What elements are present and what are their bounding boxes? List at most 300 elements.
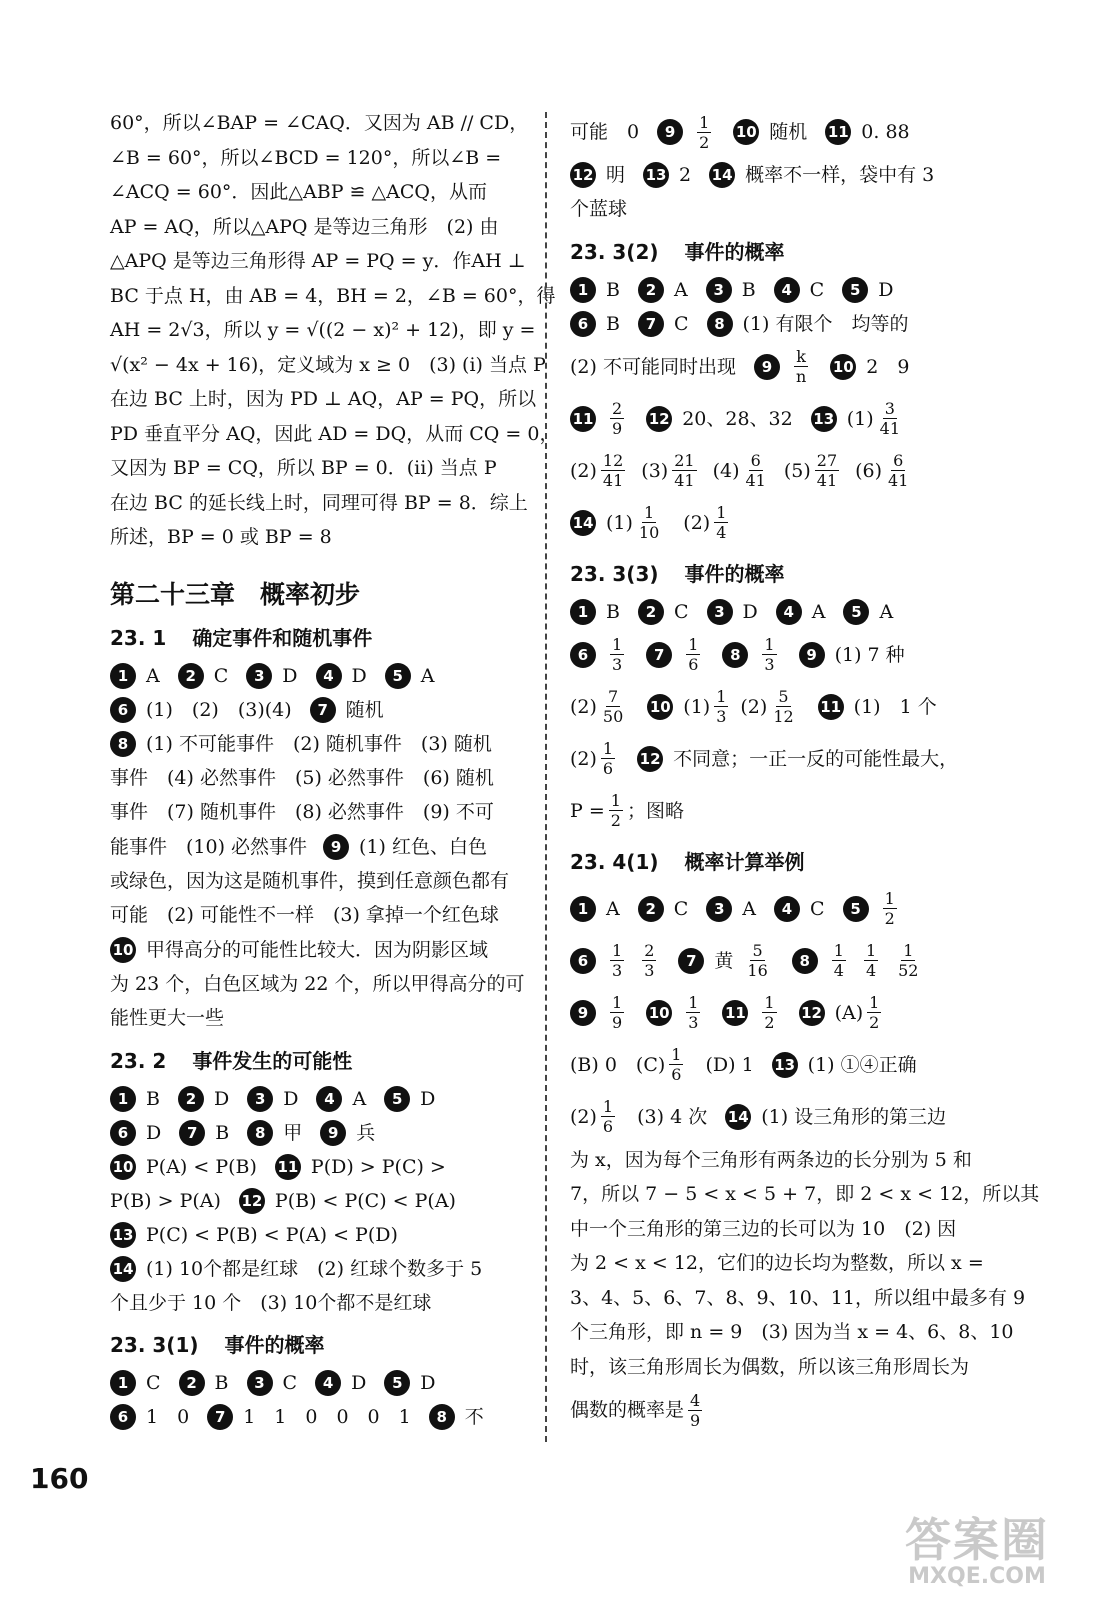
question-number: 8 bbox=[707, 311, 733, 337]
fraction bbox=[637, 503, 661, 542]
answer-row bbox=[110, 1116, 522, 1150]
denominator: 9 bbox=[690, 1410, 701, 1430]
answer-item bbox=[641, 451, 700, 490]
denominator: 9 bbox=[612, 419, 623, 438]
answer-item bbox=[830, 350, 909, 384]
section-number: 23. 3(1) bbox=[110, 1333, 199, 1357]
answer-item bbox=[179, 1366, 229, 1400]
numerator: 2 bbox=[644, 941, 655, 960]
denominator: 6 bbox=[688, 655, 699, 674]
denominator: 2 bbox=[764, 1013, 775, 1032]
answer-row bbox=[110, 1184, 522, 1218]
answer-item bbox=[638, 273, 688, 307]
answer-text: A bbox=[606, 897, 620, 920]
answer-item bbox=[570, 273, 620, 307]
denominator: 6 bbox=[602, 759, 614, 778]
numerator: 1 bbox=[688, 635, 699, 654]
numerator: 1 bbox=[612, 941, 623, 960]
answer-text: (2) bbox=[570, 1105, 597, 1128]
answer-item bbox=[705, 1048, 753, 1082]
fraction bbox=[601, 1097, 615, 1136]
section-heading bbox=[110, 621, 522, 655]
answer-item bbox=[643, 158, 691, 192]
denominator: 4 bbox=[865, 961, 877, 980]
answer-item bbox=[646, 993, 704, 1032]
answer-item bbox=[722, 993, 780, 1032]
section-name: 事件的概率 bbox=[684, 561, 785, 586]
answer-item bbox=[275, 1150, 446, 1184]
answer-text: A bbox=[673, 278, 688, 301]
question-number: 4 bbox=[774, 277, 800, 303]
question-number: 2 bbox=[638, 277, 664, 303]
question-number: 11 bbox=[818, 694, 844, 720]
question-number: 6 bbox=[110, 697, 136, 723]
answer-text: D bbox=[351, 664, 367, 687]
answer-row bbox=[110, 830, 522, 864]
numerator: 1 bbox=[764, 635, 775, 654]
answer-text: 概率不一样，袋中有 3 bbox=[745, 164, 935, 186]
answer-text: C bbox=[213, 664, 229, 687]
answer-text: P(C) < P(B) < P(A) < P(D) bbox=[146, 1223, 398, 1246]
question-number: 14 bbox=[570, 510, 596, 536]
text-line: 能性更大一些 bbox=[110, 1007, 225, 1029]
question-number: 14 bbox=[110, 1256, 136, 1282]
numerator: 1 bbox=[865, 941, 877, 960]
answer-text: C bbox=[809, 278, 825, 301]
answer-row bbox=[110, 1082, 522, 1116]
fraction bbox=[610, 941, 624, 980]
answer-item bbox=[110, 1082, 160, 1116]
numerator: 27 bbox=[816, 451, 838, 470]
question-number: 10 bbox=[646, 1000, 672, 1026]
answer-item bbox=[784, 451, 843, 490]
question-number: 11 bbox=[825, 119, 851, 145]
right-column bbox=[570, 106, 1040, 1436]
answer-text: 明 bbox=[606, 164, 626, 186]
answer-text: (4) bbox=[712, 459, 740, 482]
answer-item bbox=[570, 158, 625, 192]
denominator: 4 bbox=[833, 961, 844, 980]
answer-item bbox=[683, 503, 732, 542]
answer-text: (1) 1 个 bbox=[853, 695, 937, 718]
answer-item bbox=[207, 1400, 411, 1434]
question-number: 12 bbox=[637, 746, 663, 772]
text-line: ∠B = 60°，所以∠BCD = 120°，所以∠B = bbox=[110, 146, 502, 169]
answer-item bbox=[247, 1116, 302, 1150]
answer-row bbox=[570, 341, 990, 393]
question-number: 3 bbox=[247, 1086, 273, 1112]
question-number: 2 bbox=[178, 1086, 204, 1112]
fraction bbox=[864, 941, 878, 980]
question-number: 1 bbox=[570, 599, 596, 625]
question-number: 14 bbox=[725, 1104, 751, 1130]
answer-text: (1) bbox=[683, 695, 711, 718]
question-number: 9 bbox=[754, 354, 780, 380]
answer-item bbox=[384, 1082, 435, 1116]
denominator: 3 bbox=[716, 707, 727, 726]
answer-row bbox=[110, 693, 522, 727]
section-name: 概率计算举例 bbox=[684, 849, 805, 874]
answer-item bbox=[754, 347, 812, 386]
answer-item bbox=[570, 1097, 619, 1136]
text-line: 事件 (4) 必然事件 (5) 必然事件 (6) 随机 bbox=[110, 766, 494, 789]
fraction bbox=[867, 993, 881, 1032]
answer-item bbox=[110, 1150, 257, 1184]
question-number: 9 bbox=[323, 834, 349, 860]
question-number: 5 bbox=[843, 896, 869, 922]
answer-text: (3) 4 次 bbox=[637, 1105, 708, 1128]
answer-item bbox=[638, 595, 689, 629]
answer-text: C bbox=[282, 1372, 298, 1394]
answer-text: (5) bbox=[783, 459, 811, 482]
fraction bbox=[762, 993, 776, 1032]
question-number: 3 bbox=[706, 277, 732, 303]
denominator: 3 bbox=[612, 961, 623, 980]
question-number: 9 bbox=[570, 1000, 596, 1026]
fraction bbox=[609, 791, 623, 830]
question-number: 6 bbox=[110, 1120, 136, 1146]
question-number: 7 bbox=[179, 1120, 205, 1146]
question-number: 7 bbox=[638, 311, 664, 337]
question-number: 13 bbox=[110, 1222, 136, 1248]
answer-row bbox=[570, 935, 990, 987]
answer-item bbox=[570, 687, 629, 726]
text-line: AH = 2√3，所以 y = √((2 − x)² + 12)，即 y = bbox=[110, 319, 536, 341]
text-line: BC 于点 H，由 AB = 4，BH = 2，∠B = 60°，得 bbox=[110, 284, 556, 307]
denominator: 3 bbox=[644, 961, 655, 980]
answer-text: B bbox=[214, 1372, 229, 1394]
answer-item bbox=[707, 307, 909, 341]
question-number: 6 bbox=[570, 642, 596, 668]
answer-text: C bbox=[673, 897, 689, 920]
question-number: 5 bbox=[843, 599, 869, 625]
denominator: 3 bbox=[764, 655, 775, 674]
answer-item bbox=[637, 1100, 707, 1134]
question-number: 8 bbox=[110, 731, 136, 757]
question-number: 1 bbox=[570, 896, 596, 922]
watermark-logo bbox=[905, 1515, 1049, 1589]
answer-item bbox=[570, 892, 620, 926]
answer-text: (2) 不可能同时出现 bbox=[570, 355, 736, 378]
answer-item bbox=[647, 687, 799, 726]
answer-item bbox=[316, 659, 367, 693]
denominator: 9 bbox=[612, 1013, 623, 1032]
answer-text: 1 1 0 0 0 1 bbox=[243, 1406, 411, 1428]
text-line: 可能 (2) 可能性不一样 (3) 拿掉一个红色球 bbox=[110, 904, 499, 926]
text-line: △APQ 是等边三角形得 AP = PQ = y．作AH ⊥ bbox=[110, 250, 526, 272]
question-number: 4 bbox=[316, 663, 342, 689]
text-line: 7，所以 7 − 5 < x < 5 + 7，即 2 < x < 12，所以其 bbox=[570, 1183, 1040, 1205]
question-number: 12 bbox=[239, 1188, 265, 1214]
answer-row bbox=[570, 733, 990, 785]
numerator: 1 bbox=[833, 941, 844, 960]
answer-item bbox=[799, 993, 886, 1032]
answer-row bbox=[570, 497, 990, 549]
fraction bbox=[762, 635, 776, 674]
question-number: 4 bbox=[774, 896, 800, 922]
answer-item bbox=[179, 1116, 229, 1150]
answer-row bbox=[570, 1039, 990, 1091]
answer-text: C bbox=[146, 1372, 161, 1394]
answer-item bbox=[725, 1100, 946, 1134]
answer-row bbox=[110, 933, 522, 967]
answer-text: 甲得高分的可能性比较大．因为阴影区域 bbox=[146, 938, 489, 961]
answer-row bbox=[570, 106, 990, 158]
fraction bbox=[686, 635, 700, 674]
answer-item bbox=[310, 693, 384, 727]
answer-text: 20、28、32 bbox=[682, 407, 793, 430]
answer-item bbox=[776, 595, 826, 629]
answer-item bbox=[646, 635, 704, 674]
answer-text: (1) 红色、白色 bbox=[359, 835, 488, 858]
denominator: 16 bbox=[747, 961, 768, 980]
answer-text: (2) bbox=[740, 695, 768, 718]
fraction bbox=[745, 941, 769, 980]
answer-row bbox=[110, 659, 522, 693]
answer-text: ；图略 bbox=[626, 799, 684, 822]
answer-row bbox=[570, 629, 990, 681]
question-number: 12 bbox=[799, 1000, 825, 1026]
answer-text: (1) ①④正确 bbox=[807, 1053, 917, 1076]
answer-item bbox=[110, 1184, 221, 1218]
section-heading bbox=[110, 1044, 522, 1078]
numerator: 12 bbox=[602, 451, 624, 470]
answer-item bbox=[843, 595, 893, 629]
answer-item bbox=[570, 993, 628, 1032]
answer-text: D bbox=[420, 1372, 436, 1394]
answer-item bbox=[110, 1400, 189, 1434]
answer-text: B bbox=[606, 600, 620, 623]
answer-item bbox=[178, 1082, 229, 1116]
section-number: 23. 1 bbox=[110, 625, 167, 650]
numerator: 6 bbox=[750, 451, 761, 470]
text-line: 为 2 < x < 12，它们的边长均为整数，所以 x = bbox=[570, 1252, 984, 1274]
question-number: 4 bbox=[316, 1086, 342, 1112]
fraction bbox=[697, 113, 711, 152]
question-number: 6 bbox=[110, 1404, 136, 1430]
question-number: 1 bbox=[110, 1370, 136, 1396]
answer-text: D bbox=[420, 1087, 436, 1110]
numerator: 21 bbox=[674, 451, 695, 470]
answer-item bbox=[638, 892, 689, 926]
answer-item bbox=[709, 158, 934, 192]
numerator: 5 bbox=[752, 941, 763, 960]
answer-text: P(A) < P(B) bbox=[146, 1155, 257, 1178]
numerator: 1 bbox=[602, 1097, 614, 1116]
answer-text: P(D) > P(C) > bbox=[310, 1155, 446, 1178]
answer-text: 甲 bbox=[283, 1121, 303, 1144]
question-number: 1 bbox=[570, 277, 596, 303]
denominator: 41 bbox=[888, 471, 909, 490]
answer-row bbox=[570, 1384, 990, 1436]
answer-item bbox=[110, 1116, 161, 1150]
answer-item bbox=[178, 659, 229, 693]
answer-row bbox=[570, 595, 990, 629]
question-number: 11 bbox=[570, 406, 596, 432]
answer-item bbox=[637, 742, 958, 776]
answer-text: (1) 有限个 均等的 bbox=[742, 312, 909, 335]
fraction bbox=[771, 687, 795, 726]
numerator: 1 bbox=[602, 739, 614, 758]
section-name: 事件的概率 bbox=[684, 239, 785, 264]
answer-text: (2) bbox=[570, 747, 597, 770]
answer-row bbox=[110, 1252, 522, 1286]
numerator: 1 bbox=[688, 993, 699, 1012]
section-heading bbox=[570, 235, 990, 269]
question-number: 1 bbox=[110, 663, 136, 689]
answer-item bbox=[638, 307, 689, 341]
answer-text: A bbox=[742, 897, 757, 920]
denominator: 41 bbox=[879, 419, 900, 438]
question-number: 12 bbox=[646, 406, 672, 432]
answer-text: (2) bbox=[570, 695, 597, 718]
answer-text: 偶数的概率是 bbox=[570, 1399, 685, 1421]
answer-item bbox=[570, 635, 628, 674]
question-number: 7 bbox=[207, 1404, 233, 1430]
question-number: 3 bbox=[247, 1370, 273, 1396]
answer-row bbox=[570, 393, 990, 445]
answer-item bbox=[570, 307, 620, 341]
answer-text: A bbox=[146, 664, 160, 687]
fraction bbox=[743, 451, 767, 490]
answer-text: 0. 88 bbox=[861, 121, 910, 143]
numerator: 7 bbox=[608, 687, 619, 706]
fraction bbox=[688, 1391, 702, 1430]
answer-text: 1 0 bbox=[146, 1406, 190, 1428]
fraction bbox=[832, 941, 846, 980]
question-number: 2 bbox=[638, 599, 664, 625]
answer-row bbox=[570, 273, 990, 307]
answer-text: 可能 0 bbox=[570, 121, 640, 143]
answer-item bbox=[713, 451, 772, 490]
question-number: 8 bbox=[429, 1404, 455, 1430]
answer-item bbox=[570, 399, 628, 438]
answer-item bbox=[657, 113, 715, 152]
question-number: 3 bbox=[707, 599, 733, 625]
answer-row bbox=[570, 158, 990, 192]
fraction bbox=[610, 399, 624, 438]
answer-text: D bbox=[742, 600, 758, 623]
denominator: 2 bbox=[610, 811, 621, 830]
answer-text: 黄 bbox=[714, 949, 734, 972]
answer-text: D bbox=[283, 1087, 299, 1110]
answer-text: B bbox=[606, 278, 620, 301]
answer-text: 随机 bbox=[769, 121, 808, 143]
answer-item bbox=[811, 399, 906, 438]
question-number: 8 bbox=[722, 642, 748, 668]
section-number: 23. 3(3) bbox=[570, 561, 659, 586]
denominator: 41 bbox=[816, 471, 838, 490]
text-line: 60°，所以∠BAP = ∠CAQ．又因为 AB // CD， bbox=[110, 112, 529, 134]
numerator: 6 bbox=[893, 451, 904, 470]
answer-item bbox=[570, 595, 620, 629]
section-heading bbox=[570, 557, 990, 591]
answer-item bbox=[110, 659, 160, 693]
answer-text: P(B) > P(A) bbox=[110, 1189, 221, 1212]
question-number: 8 bbox=[792, 948, 818, 974]
numerator: 4 bbox=[690, 1390, 701, 1410]
numerator: 5 bbox=[778, 687, 789, 706]
denominator: 12 bbox=[773, 707, 794, 726]
watermark-text: 答案圈 bbox=[905, 1513, 1049, 1567]
answer-text: P = bbox=[570, 799, 605, 822]
numerator: 1 bbox=[869, 993, 880, 1012]
answer-item bbox=[315, 1366, 366, 1400]
section-number: 23. 2 bbox=[110, 1048, 167, 1073]
answer-text: B bbox=[606, 312, 620, 335]
question-number: 5 bbox=[384, 1370, 410, 1396]
question-number: 5 bbox=[842, 277, 868, 303]
answer-text: A bbox=[352, 1087, 367, 1110]
question-number: 11 bbox=[275, 1154, 301, 1180]
numerator: 1 bbox=[716, 687, 727, 706]
answer-item bbox=[239, 1184, 456, 1218]
answer-text: (D) 1 bbox=[705, 1053, 754, 1076]
answer-item bbox=[707, 595, 758, 629]
numerator: 1 bbox=[612, 993, 623, 1012]
text-line: 在边 BC 的延长线上时，同理可得 BP = 8．综上 bbox=[110, 491, 528, 514]
answer-item bbox=[429, 1400, 484, 1434]
question-number: 7 bbox=[310, 697, 336, 723]
text-line: 个且少于 10 个 (3) 10个都不是红球 bbox=[110, 1291, 432, 1314]
numerator: 1 bbox=[884, 889, 895, 908]
text-line: 个蓝球 bbox=[570, 198, 628, 220]
answer-item bbox=[772, 1048, 917, 1082]
answer-text: C bbox=[673, 600, 689, 623]
question-number: 10 bbox=[733, 119, 759, 145]
answer-text: (1) 10个都是红球 (2) 红球个数多于 5 bbox=[146, 1257, 483, 1280]
answer-item bbox=[570, 503, 665, 542]
answer-text: C bbox=[810, 897, 825, 920]
answer-text: 2 bbox=[679, 164, 692, 186]
denominator: 2 bbox=[869, 1013, 880, 1032]
answer-item bbox=[247, 1366, 298, 1400]
section-heading bbox=[570, 845, 990, 879]
question-number: 13 bbox=[643, 162, 669, 188]
answer-item bbox=[792, 941, 925, 980]
question-number: 12 bbox=[570, 162, 596, 188]
answer-text: (1) bbox=[846, 407, 874, 430]
answer-text: A bbox=[420, 664, 435, 687]
fraction bbox=[642, 941, 656, 980]
numerator: 2 bbox=[612, 399, 623, 418]
answer-row bbox=[570, 785, 990, 837]
answer-text: (B) 0 (C) bbox=[570, 1053, 666, 1076]
answer-text: (A) bbox=[834, 1001, 864, 1024]
numerator: k bbox=[796, 347, 806, 366]
question-number: 7 bbox=[646, 642, 672, 668]
text-line: 个三角形，即 n = 9 (3) 因为当 x = 4、6、8、10 bbox=[570, 1321, 1014, 1343]
answer-item bbox=[825, 115, 909, 149]
question-number: 13 bbox=[772, 1052, 798, 1078]
numerator: 1 bbox=[671, 1045, 682, 1064]
question-number: 6 bbox=[570, 948, 596, 974]
question-number: 10 bbox=[110, 1154, 136, 1180]
fraction bbox=[669, 1045, 683, 1084]
answer-text: D bbox=[146, 1121, 162, 1144]
answer-row bbox=[110, 1366, 522, 1400]
answer-text: (1) 7 种 bbox=[834, 643, 905, 666]
question-number: 4 bbox=[776, 599, 802, 625]
answer-text: 不同意；一正一反的可能性最大， bbox=[673, 747, 959, 770]
answer-item bbox=[247, 1082, 298, 1116]
answer-item bbox=[570, 115, 639, 149]
fraction bbox=[878, 399, 902, 438]
text-line: 3、4、5、6、7、8、9、10、11，所以组中最多有 9 bbox=[570, 1286, 1026, 1309]
question-number: 2 bbox=[179, 1370, 205, 1396]
question-number: 8 bbox=[247, 1120, 273, 1146]
question-number: 10 bbox=[830, 354, 856, 380]
